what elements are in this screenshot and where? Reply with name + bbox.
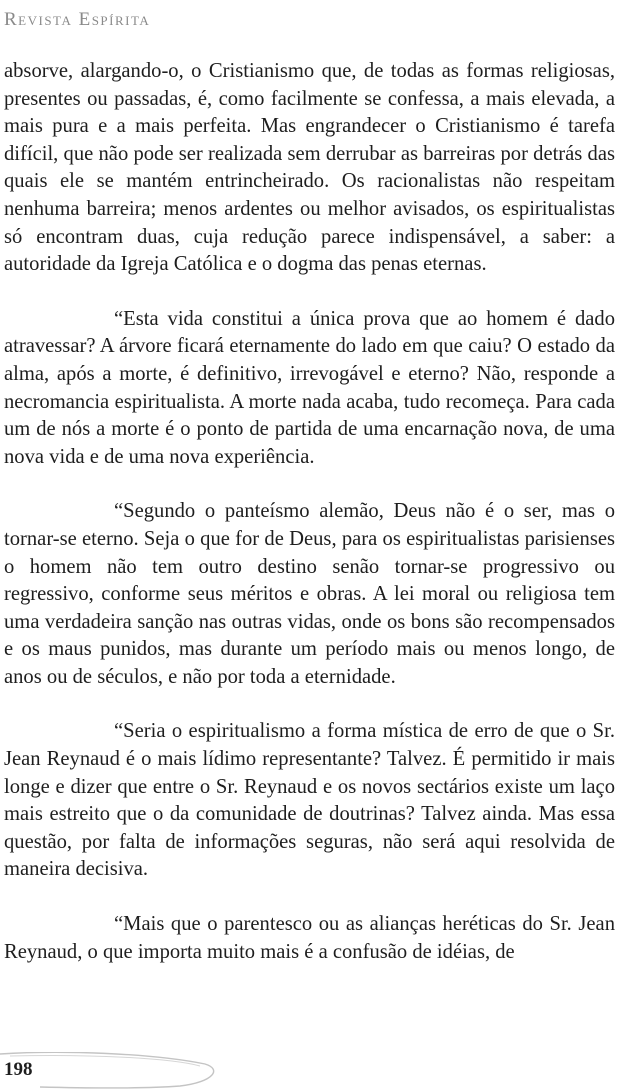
page-number: 198 [4, 1059, 33, 1080]
paragraph-4: “Seria o espiritualismo a forma mística de erro de que o Sr. Jean Reynaud é o mais lídimo representante? Talvez. É permitido ir mais longe e dizer que entre o Sr. Reynaud e os novos sectários existe um laço mais estreito que o da comunidade de doutrinas? Talvez ainda. Mas essa questão, por falta de informações seguras, não será aqui resolvida de maneira decisiva. [4, 720, 615, 881]
footer-swoosh-ornament [0, 1052, 621, 1089]
paragraph-5: “Mais que o parentesco ou as alianças heréticas do Sr. Jean Reynaud, o que importa muito mais é a confusão de idéias, de [4, 913, 615, 963]
page-footer [0, 1052, 621, 1089]
page-body [4, 58, 615, 966]
paragraph-1: absorve, alargando-o, o Cristianismo que, de todas as formas religiosas, presentes ou passadas, é, como facilmente se confessa, a mais elevada, a mais pura e a mais perfeita. Mas engrandecer o Cristianismo é tarefa difícil, que não pode ser realizada sem derrubar as barreiras por detrás das quais ele se mantém entrincheirado. Os racionalistas não respeitam nenhuma barreira; menos ardentes ou melhor avisados, os espiritualistas só encontram duas, cuja redução parece indispensável, a saber: a autoridade da Igreja Católica e o dogma das penas eternas. [4, 60, 615, 276]
paragraph-2: “Esta vida constitui a única prova que ao homem é dado atravessar? A árvore ficará eternamente do lado em que caiu? O estado da alma, após a morte, é definitivo, irrevogável e eterno? Não, responde a necromancia espiritualista. A morte nada acaba, tudo recomeça. Para cada um de nós a morte é o ponto de partida de uma encarnação nova, de uma nova vida e de uma nova experiência. [4, 307, 615, 468]
running-header: Revista Espírita [4, 9, 151, 30]
paragraph-3: “Segundo o panteísmo alemão, Deus não é o ser, mas o tornar-se eterno. Seja o que for de Deus, para os espiritualistas parisienses o homem não tem outro destino senão tornar-se progressivo ou regressivo, conforme seus méritos e obras. A lei moral ou religiosa tem uma verdadeira sanção nas outras vidas, onde os bons são recompensados e os maus punidos, mas durante um período mais ou menos longo, de anos ou de séculos, e não por toda a eternidade. [4, 500, 615, 688]
